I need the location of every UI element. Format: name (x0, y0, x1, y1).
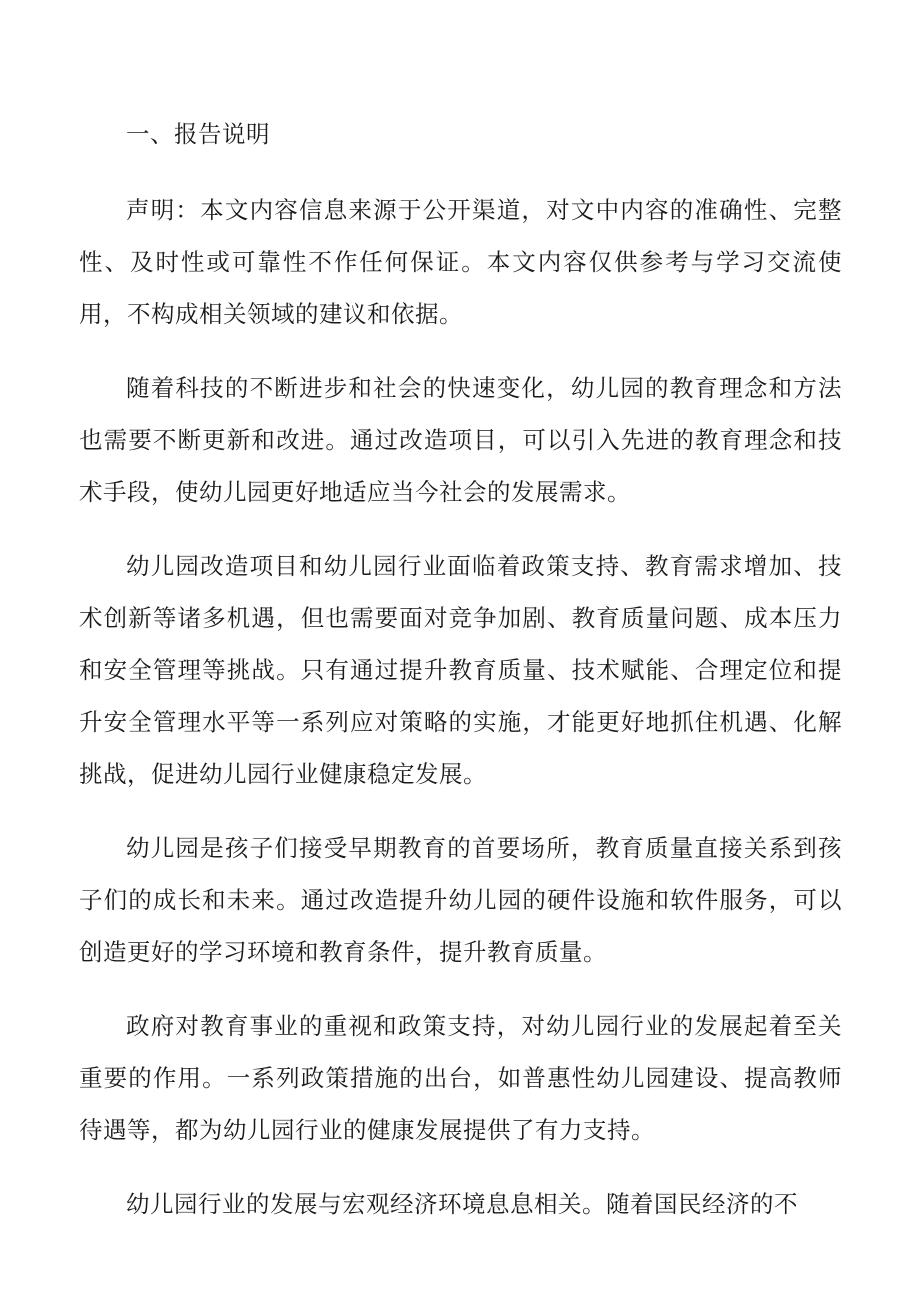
paragraph-opportunities: 幼儿园改造项目和幼儿园行业面临着政策支持、教育需求增加、技术创新等诸多机遇，但也需要面对竞争加剧、教育质量问题、成本压力和安全管理等挑战。只有通过提升教育质量、技术赋能、合理定位和提升安全管理水平等一系列应对策略的实施，才能更好地抓住机遇、化解挑战，促进幼儿园行业健康稳定发展。 (79, 552, 842, 788)
paragraph-disclaimer: 声明：本文内容信息来源于公开渠道，对文中内容的准确性、完整性、及时性或可靠性不作任何保证。本文内容仅供参考与学习交流使用，不构成相关领域的建议和依据。 (79, 196, 842, 328)
paragraph-technology: 随着科技的不断进步和社会的快速变化，幼儿园的教育理念和方法也需要不断更新和改进。通过改造项目，可以引入先进的教育理念和技术手段，使幼儿园更好地适应当今社会的发展需求。 (79, 374, 842, 506)
section-heading: 一、报告说明 (126, 120, 270, 148)
paragraph-education-quality: 幼儿园是孩子们接受早期教育的首要场所，教育质量直接关系到孩子们的成长和未来。通过改造提升幼儿园的硬件设施和软件服务，可以创造更好的学习环境和教育条件，提升教育质量。 (79, 834, 842, 966)
paragraph-policy-support: 政府对教育事业的重视和政策支持，对幼儿园行业的发展起着至关重要的作用。一系列政策措施的出台，如普惠性幼儿园建设、提高教师待遇等，都为幼儿园行业的健康发展提供了有力支持。 (79, 1012, 842, 1144)
document-body (79, 108, 842, 1252)
paragraph-economy: 幼儿园行业的发展与宏观经济环境息息相关。随着国民经济的不 (126, 1190, 798, 1218)
